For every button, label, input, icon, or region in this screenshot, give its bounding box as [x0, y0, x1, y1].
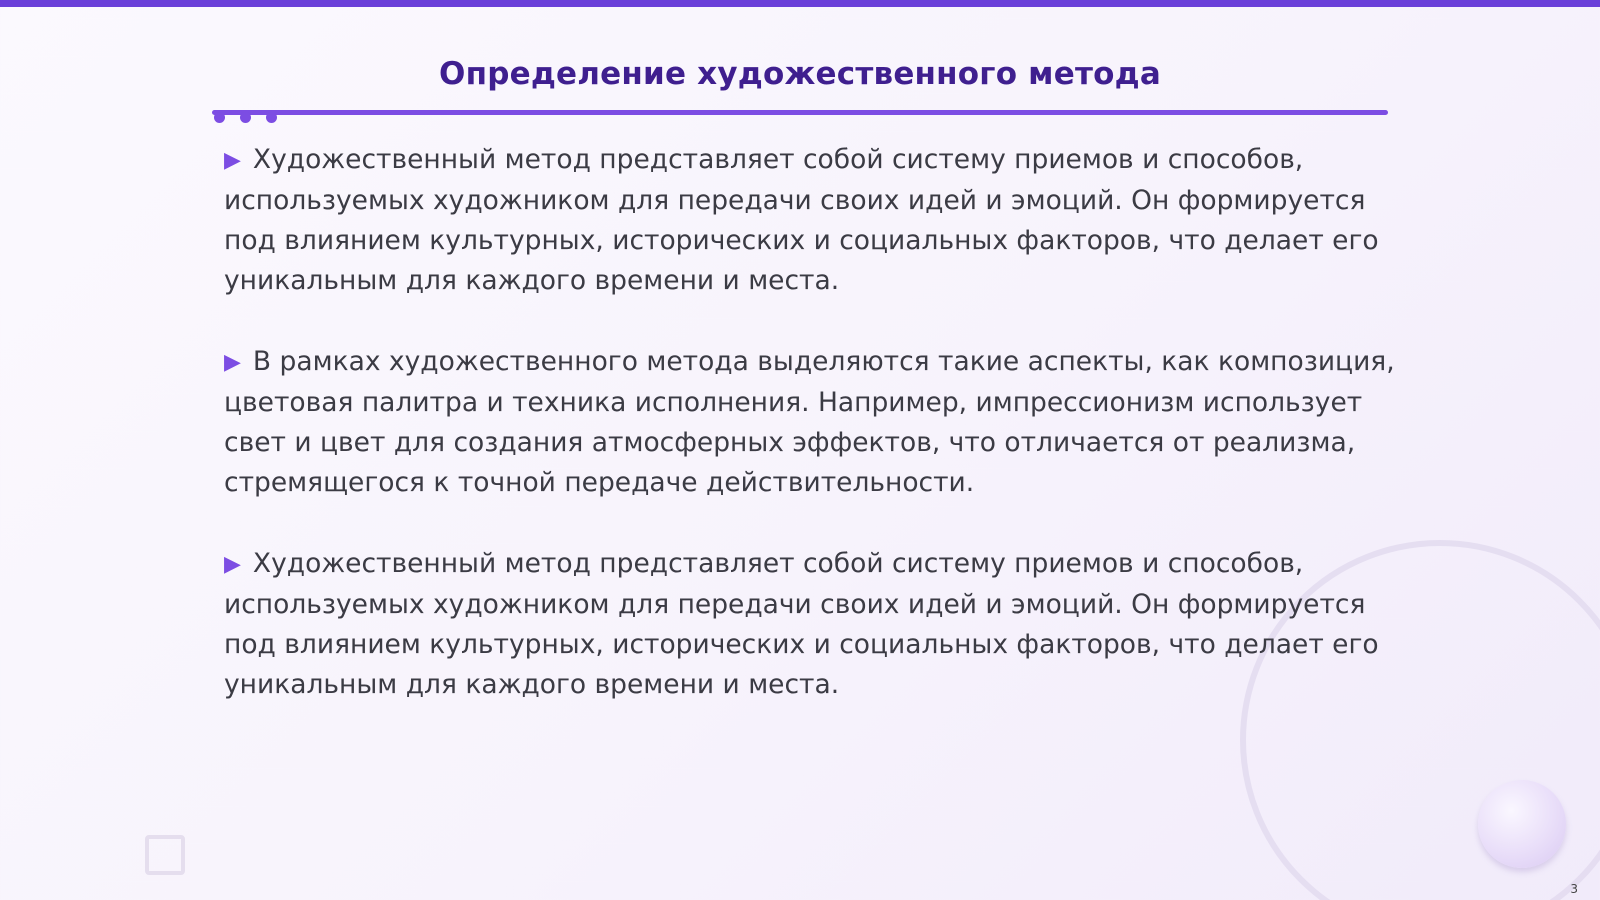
underline-dot	[214, 112, 225, 123]
triangle-right-icon: ▶	[224, 148, 241, 173]
paragraph-text: Художественный метод представляет собой систему приемов и способов, используемых художником для передачи своих идей и эмоций. Он формируется под влиянием культурных, исторических и социальных факторов, что делает его уникальным для каждого времени и места.	[224, 548, 1379, 700]
underline-dot	[266, 112, 277, 123]
bullet-paragraph	[224, 544, 1404, 705]
bullet-paragraph	[224, 140, 1404, 301]
triangle-right-icon: ▶	[224, 552, 241, 577]
bullet-list	[224, 140, 1404, 746]
paragraph-text: В рамках художественного метода выделяются такие аспекты, как композиция, цветовая палитра и техника исполнения. Например, импрессионизм использует свет и цвет для создания атмосферных эффектов, что отличается от реализма, стремящегося к точной передаче действительности.	[224, 346, 1395, 498]
underline-dot	[240, 112, 251, 123]
bullet-paragraph	[224, 342, 1404, 503]
paragraph-text: Художественный метод представляет собой систему приемов и способов, используемых художником для передачи своих идей и эмоций. Он формируется под влиянием культурных, исторических и социальных факторов, что делает его уникальным для каждого времени и места.	[224, 144, 1379, 296]
page-number: 3	[1570, 882, 1578, 896]
title-underline	[212, 110, 1388, 115]
triangle-right-icon: ▶	[224, 350, 241, 375]
slide-title: Определение художественного метода	[439, 56, 1161, 92]
decorative-square	[145, 835, 185, 875]
decorative-sphere	[1478, 780, 1566, 868]
top-accent-bar	[0, 0, 1600, 7]
